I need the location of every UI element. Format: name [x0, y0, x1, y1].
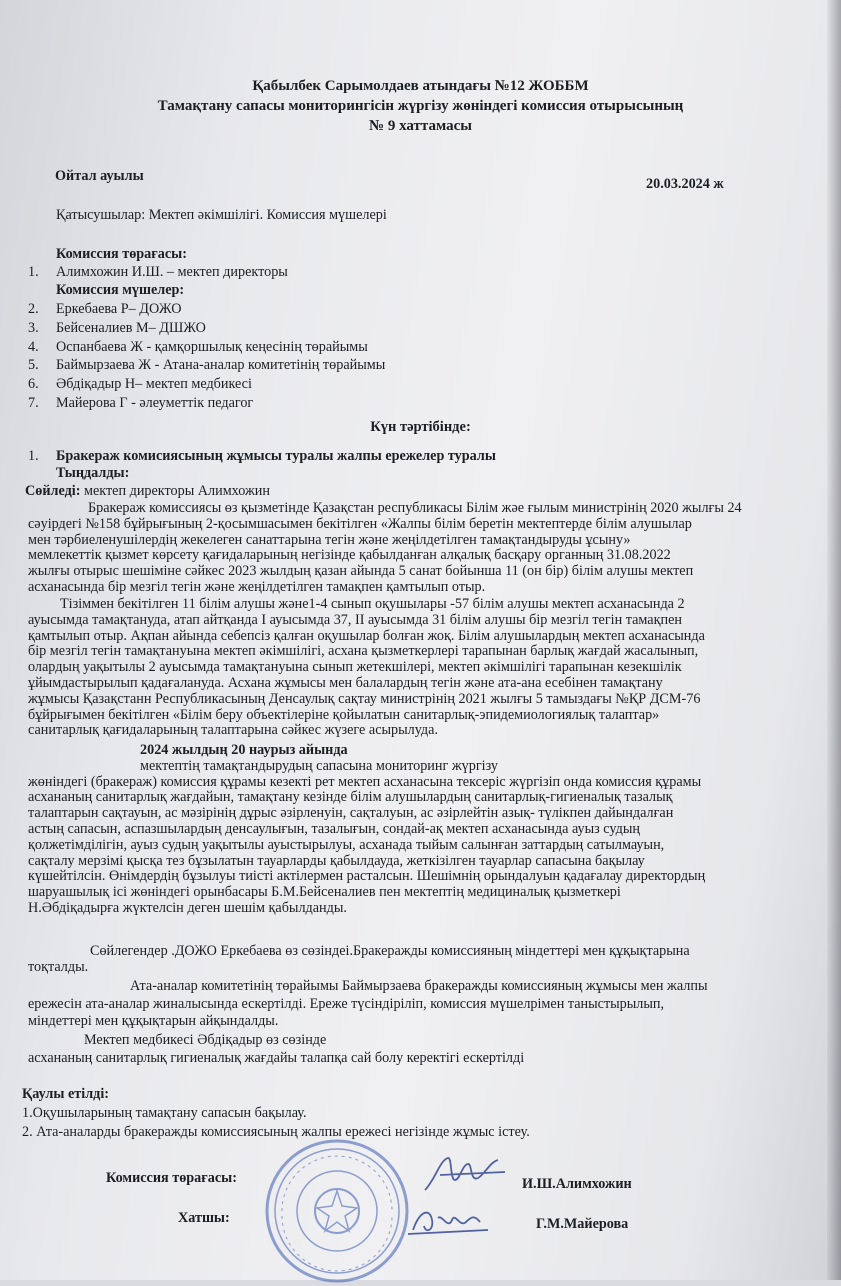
text-line: шаруашылық ісі жөніндегі орынбасары Б.М.Бейсеналиев пен мектептің медициналық қызметкері	[28, 884, 621, 901]
chair-item: Алимхожин И.Ш. – мектеп директоры	[56, 264, 288, 280]
list-number: 3.	[28, 320, 39, 336]
page-edge-shadow	[827, 0, 841, 1280]
list-number: 7.	[28, 395, 39, 411]
list-number: 1.	[28, 264, 39, 280]
monitoring-date: 2024 жылдың 20 наурыз айында	[140, 742, 348, 758]
spoke-label: Сөйледі:	[25, 483, 81, 499]
chair-heading: Комиссия төрағасы:	[56, 246, 187, 262]
text-line: міндеттері мен құқықтарын айқындалды.	[28, 1013, 279, 1029]
text-line: асхананың санитарлық гигиеналық жағдайы талапқа сай болу керектігі ескертілді	[28, 1050, 525, 1066]
agenda-item: Бракераж комисиясының жұмысы туралы жалпы ережелер туралы	[56, 448, 496, 464]
participants: Қатысушылар: Мектеп әкімшілігі. Комиссия мүшелері	[56, 207, 387, 223]
text-line: Мектеп медбикесі Әбдіқадыр өз сөзінде	[84, 1032, 327, 1048]
members-heading: Комиссия мүшелер:	[56, 282, 185, 298]
spoke-line	[25, 483, 270, 499]
date: 20.03.2024 ж	[646, 176, 724, 192]
protocol-number: № 9 хаттамасы	[369, 118, 472, 134]
text-line: күшейтілсін. Өнімдердің бұзылуы тиісті актілермен расталсын. Шешімнің орындалуын қадағалау директордың	[28, 868, 706, 885]
chair-signature-icon	[420, 1150, 510, 1200]
text-line: Н.Әбдіқадырға жүктелсін деген шешім қабылданды.	[28, 899, 347, 916]
text-line: Тізіммен бекітілген 11 білім алушы және1-4 сынып оқушылары -57 білім алушы мектеп асханасында 2	[60, 596, 685, 612]
text-line: Сөйлегендер .ДОЖО Еркебаева өз сөзіндеі.Бракеражды комиссияның міндеттері мен құқықтарына	[90, 943, 690, 959]
member-item: Оспанбаева Ж - қамқоршылық кеңесінің төрайымы	[56, 339, 368, 355]
paragraph-3	[28, 743, 784, 917]
text-line: олардың уақытылы 2 ауысымда тамақтануына сынып жетекшілері, мектеп әкімшілігі тарапынан кезекшілік	[28, 659, 682, 676]
resolution-item: 2. Ата-аналарды бракеражды комиссиясының жалпы ережесі негізінде жұмыс істеу.	[22, 1124, 530, 1140]
text-line: сәуірдегі №158 бұйрығының 2-қосымшасымен бекітілген «Жалпы білім беретін мектептерде білім алушылар	[28, 515, 692, 532]
text-line: асхананың санитарлық жағдайын, тамақтану кезінде білім алушылардың санитарлық-гигиеналық тазалық	[28, 789, 673, 806]
text-line: санитарлық қағидаларының талаптарына сәйкес жүзеге асырылуда.	[28, 722, 438, 739]
text-line: мемлекеттік қызмет көрсету қағидаларының негізінде қабылданған алқалық басқару органның 31.08.2022	[28, 547, 671, 564]
spoke-text: мектеп директоры Алимхожин	[80, 483, 270, 499]
member-item: Еркебаева Р– ДОЖО	[56, 301, 182, 317]
text-line: астың сапасын, аспазшылардың денсаулығын, тазалығын, сондай-ақ мектеп асханасында ауыз судың	[28, 820, 640, 837]
place: Ойтал ауылы	[55, 168, 144, 184]
text-line: Бракераж комиссиясы өз қызметінде Қазақстан республикасы Білім жәе ғылым министрінің 2020 жылғы 24	[88, 500, 742, 516]
secretary-signature-name: Г.М.Майерова	[536, 1216, 629, 1232]
secretary-signature-icon	[408, 1200, 493, 1240]
school-title: Қабылбек Сарымолдаев атындағы №12 ЖОББМ	[252, 78, 589, 94]
text-line: жылғы отырыс шешіміне сәйкес 2023 жылдың қазан айында 5 санат бойынша 11 (он бір) білім алушы мектеп	[28, 563, 694, 580]
text-line: сақталу мерзімі қысқа тез бұзылатын тауарларды қабылдауда, жеткізілген тауарлар сапасына бақылау	[28, 852, 645, 869]
protocol-subject: Тамақтану сапасы мониторингісін жүргізу жөніндегі комиссия отырысының	[157, 98, 684, 114]
text-line: қамтылып отыр. Ақпан айында себепсіз қалған оқушылар болған жоқ. Білім алушылардың мектеп асханасында	[28, 627, 705, 644]
text-line: бұйрығымен бекітілген «Білім беру объектілеріне қойылатын санитарлық-эпидемиологиялық талаптар»	[28, 706, 660, 723]
paragraph-2	[28, 597, 784, 739]
text-line: мен тәрбиеленушілердің жекелеген санаттарына тегін және жеңілдетілген тамақтандыруды ұсыну»	[28, 531, 631, 548]
list-number: 1.	[28, 448, 39, 464]
text-line: бір мезгіл тегін тамақтануына мектеп әкімшілігі, асхана қызметкерлері тарапынан барлық жағдай жасалынып,	[28, 643, 699, 660]
member-item: Әбдіқадыр Н– мектеп медбикесі	[56, 376, 252, 392]
resolution-item: 1.Оқушыларының тамақтану сапасын бақылау.	[22, 1105, 307, 1121]
chair-signature-name: И.Ш.Алимхожин	[522, 1176, 632, 1192]
list-number: 6.	[28, 376, 39, 392]
resolved-heading: Қаулы етілді:	[22, 1086, 109, 1102]
text-line: қолжетімділігін, ауыз судың уақытылы ауыстырылуы, асханада тыйым салынған заттардың сатылмауын,	[28, 836, 665, 853]
member-item: Баймырзаева Ж - Атана-аналар комитетінің төрайымы	[56, 357, 386, 373]
text-line: жұмысы Қазақстанн Республикасының Денсаулық сақтау министрінің 2021 жылғы 5 тамыздағы №ҚР ДСМ-76	[28, 690, 701, 707]
agenda-heading: Күн тәртібінде:	[370, 419, 471, 435]
text-line: ережесін ата-аналар жиналысында ескертілді. Ереже түсіндіріліп, комиссия мүшелрімен таныстырылып,	[28, 996, 665, 1012]
member-item: Майерова Г - әлеуметтік педагог	[56, 395, 254, 411]
official-stamp-icon	[262, 1136, 412, 1286]
text-line	[28, 743, 784, 775]
list-number: 2.	[28, 301, 39, 317]
secretary-signature-label: Хатшы:	[178, 1210, 230, 1226]
chair-signature-label: Комиссия төрағасы:	[106, 1170, 237, 1186]
text-line: тоқталды.	[28, 959, 89, 975]
text-line: асханасында бір мезгіл тегін және жеңілдетілген тамақпен қамтылып отыр.	[28, 578, 486, 595]
text-line: талаптарын сақтауын, ас мәзірінің дұрыс әзірленуін, сақталуын, ас әзірлейтін азық- түлікпен дайындалған	[28, 805, 674, 822]
list-number: 5.	[28, 357, 39, 373]
text-line: Ата-аналар комитетінің төрайымы Баймырзаева бракеражды комиссияның жұмысы мен жалпы	[130, 978, 708, 994]
text-line: жөніндегі (бракераж) комиссия құрамы кезекті рет мектеп асханасына тексеріс жүргізіп онда комиссия құрамы	[28, 773, 702, 790]
text-line: ұйымдастырылып қадағалануда. Асхана жұмысы мен балалардың тегін және ата-ана есебінен тамақтану	[28, 674, 663, 691]
member-item: Бейсеналиев М– ДШЖО	[56, 320, 206, 336]
text-fragment: мектептің тамақтандырудың сапасына мониторинг жүргізу	[140, 757, 498, 774]
text-line: ауысымда тамақтануда, атап айтқанда І ауысымда 37, ІІ ауысымда 31 білім алушы бір мезгіл тегін тамақпен	[28, 611, 682, 628]
list-number: 4.	[28, 339, 39, 355]
listened-heading: Тыңдалды:	[56, 465, 130, 481]
paragraph-1	[28, 501, 784, 596]
